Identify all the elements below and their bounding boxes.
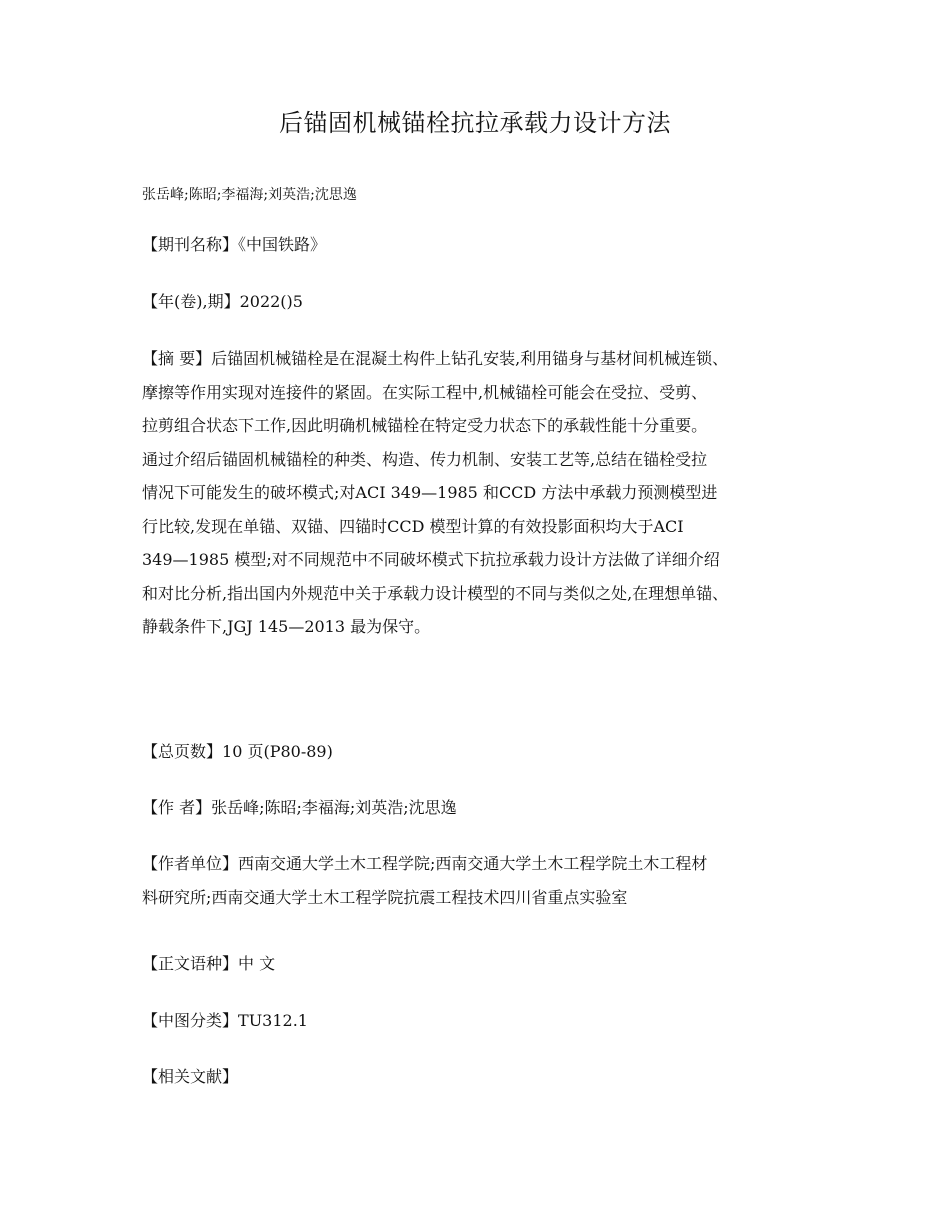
language-label: 【正文语种】: [142, 954, 239, 973]
language-field: [142, 947, 832, 981]
classification-field: [142, 1004, 832, 1038]
journal-value: 《中国铁路》: [238, 235, 327, 254]
abstract-line: 情况下可能发生的破坏模式;对ACI 349—1985 和CCD 方法中承载力预测模型进: [142, 483, 718, 502]
journal-field: [142, 228, 832, 262]
volume-field: [142, 285, 832, 319]
abstract-field: [142, 342, 832, 644]
abstract-line: 349—1985 模型;对不同规范中不同破坏模式下抗拉承载力设计方法做了详细介绍: [142, 550, 720, 569]
abstract-line: 摩擦等作用实现对连接件的紧固。在实际工程中,机械锚栓可能会在受拉、受剪、: [142, 382, 708, 402]
document-title: 后锚固机械锚栓抗拉承载力设计方法: [279, 109, 671, 137]
affiliation-text: 西南交通大学土木工程学院;西南交通大学土木工程学院土木工程材: [238, 854, 708, 873]
journal-label: 【期刊名称】: [142, 235, 239, 254]
pages-label: 【总页数】: [142, 742, 223, 761]
volume-label: 【年(卷),期】: [142, 292, 240, 311]
references-label: 【相关文献】: [142, 1067, 239, 1086]
abstract-line: 和对比分析,指出国内外规范中关于承载力设计模型的不同与类似之处,在理想单锚、: [142, 583, 729, 603]
authors-line: 张岳峰;陈昭;李福海;刘英浩;沈思逸: [142, 187, 357, 203]
affiliation-line: [142, 847, 832, 881]
references-field: [142, 1060, 832, 1094]
pages-field: [142, 735, 832, 769]
abstract-line: 通过介绍后锚固机械锚栓的种类、构造、传力机制、安装工艺等,总结在锚栓受拉: [142, 449, 708, 469]
abstract-text: 后锚固机械锚栓是在混凝土构件上钻孔安装,利用锚身与基材间机械连锁、: [211, 349, 729, 368]
abstract-line: 静载条件下,JGJ 145—2013 最为保守。: [142, 617, 431, 636]
affiliation-field: [142, 847, 832, 914]
language-value: 中 文: [238, 954, 276, 973]
classification-label: 【中图分类】: [142, 1011, 239, 1030]
author-label: 【作 者】: [142, 798, 212, 817]
pages-value: 10 页(P80-89): [222, 742, 333, 761]
affiliation-label: 【作者单位】: [142, 854, 239, 873]
author-value: 张岳峰;陈昭;李福海;刘英浩;沈思逸: [211, 798, 457, 817]
classification-value: TU312.1: [238, 1011, 308, 1030]
abstract-line: 拉剪组合状态下工作,因此明确机械锚栓在特定受力状态下的承载性能十分重要。: [142, 416, 708, 435]
volume-value: 2022()5: [239, 292, 303, 311]
affiliation-line: 料研究所;西南交通大学土木工程学院抗震工程技术四川省重点实验室: [142, 887, 628, 907]
author-field: [142, 791, 832, 825]
abstract-line: 行比较,发现在单锚、双锚、四锚时CCD 模型计算的有效投影面积均大于ACI: [142, 516, 684, 536]
abstract-line: [142, 342, 832, 376]
abstract-label: 【摘 要】: [142, 349, 212, 368]
